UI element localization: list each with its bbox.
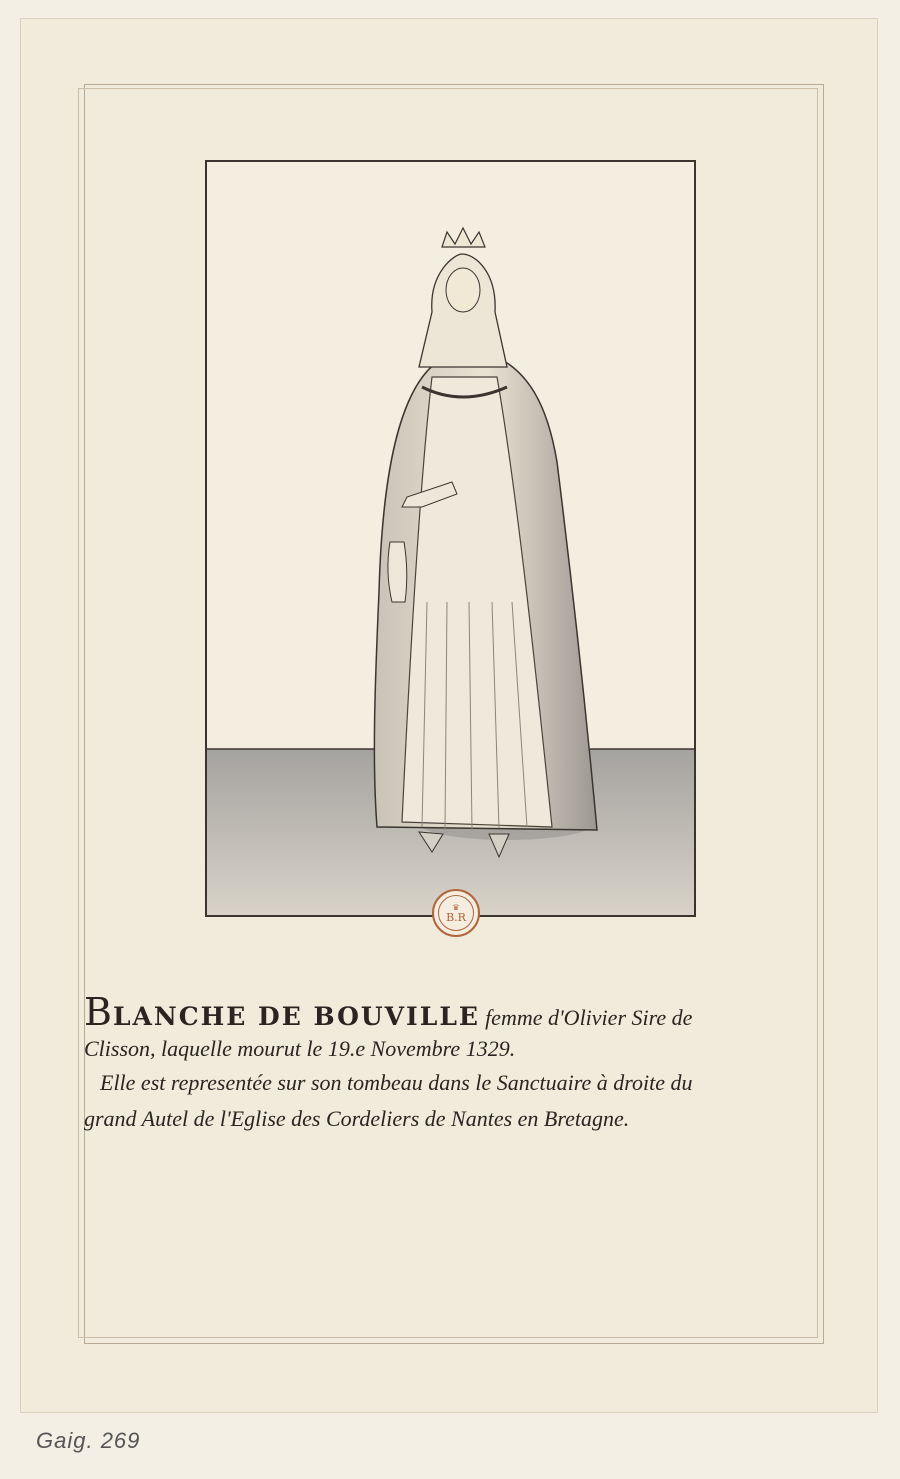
name-rest: LANCHE DE BOUVILLE (112, 1002, 480, 1031)
catalogue-mark: Gaig. 269 (36, 1428, 141, 1453)
caption-line-1 (84, 990, 692, 1034)
stamp-crown-icon: ♛ (452, 902, 460, 912)
caption-line-4: grand Autel de l'Eglise des Cordeliers de Nantes en Bretagne. (84, 1106, 630, 1131)
name-initial: B (84, 990, 113, 1034)
library-stamp (432, 889, 480, 937)
caption-line-3: Elle est representée sur son tombeau dans le Sanctuaire à droite du (100, 1070, 693, 1095)
caption-line-1-tail: femme d'Olivier Sire de (485, 1005, 693, 1030)
face (446, 268, 480, 312)
illustration-frame (205, 160, 696, 917)
stamp-text: B.R (446, 910, 466, 924)
figure-drawing (207, 162, 694, 915)
caption-line-2: Clisson, laquelle mourut le 19.e Novembre 1329. (84, 1036, 516, 1061)
crown (442, 228, 485, 247)
left-hand (388, 542, 407, 602)
